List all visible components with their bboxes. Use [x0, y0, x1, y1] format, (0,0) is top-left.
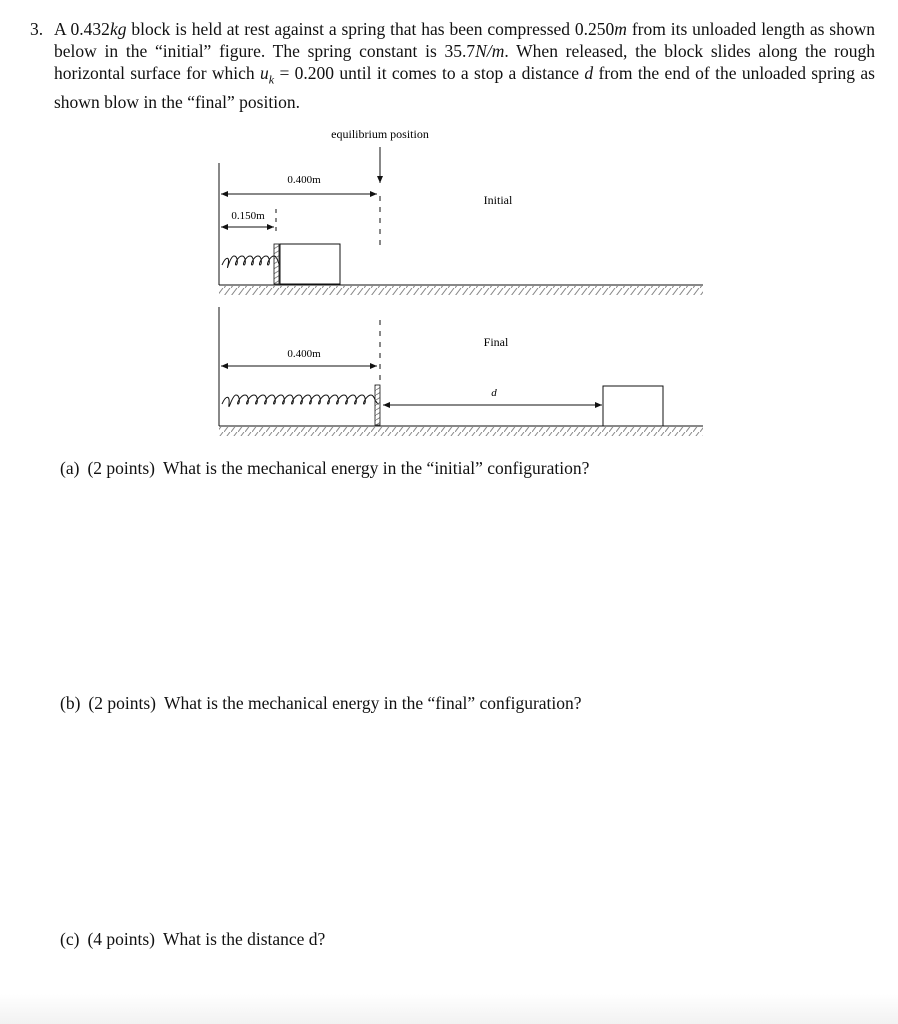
- problem-text: [54, 18, 875, 113]
- question-label: (c): [60, 929, 80, 949]
- compressed-spring: [222, 256, 280, 268]
- question-text: What is the distance d?: [163, 929, 326, 949]
- friction-symbol: u: [260, 63, 269, 83]
- final-block: [603, 386, 663, 426]
- problem-text-part: from the end of the unloaded spring as shown blow in the “final” position.: [54, 63, 875, 112]
- initial-block: [280, 244, 340, 284]
- initial-spring-plate: [274, 244, 279, 284]
- final-floor-hatch: [219, 427, 703, 436]
- page-bottom-edge: [0, 994, 898, 1024]
- problem-statement: [30, 18, 875, 113]
- distance-symbol: d: [584, 63, 594, 83]
- length-unit: m: [614, 19, 627, 39]
- problem-number: 3.: [30, 19, 44, 39]
- problem-text-part: . When released, the block slides along the rough horizontal surface for which: [54, 41, 875, 83]
- compressed-length-label: 0.150m: [231, 210, 265, 222]
- question-b: [60, 692, 582, 714]
- question-label: (a): [60, 458, 80, 478]
- problem-text-part: block is held at rest against a spring that has been compressed 0.250: [126, 19, 615, 39]
- final-length-label: 0.400m: [287, 348, 321, 360]
- final-spring-plate: [375, 385, 380, 425]
- question-c: [60, 928, 325, 950]
- distance-label: d: [491, 387, 497, 399]
- equilibrium-label: equilibrium position: [331, 127, 429, 141]
- initial-label: Initial: [483, 193, 513, 207]
- friction-subscript: k: [268, 72, 275, 87]
- question-text: What is the mechanical energy in the “final” configuration?: [163, 693, 582, 713]
- question-points: (2 points): [87, 458, 156, 478]
- spring-constant-unit: N/m: [475, 41, 505, 61]
- question-points: (4 points): [87, 929, 156, 949]
- question-label: (b): [60, 693, 81, 713]
- problem-text-part: from its unloaded length as shown below in the “initial” figure. The spring constant is 35.7: [54, 19, 875, 61]
- mass-unit: kg: [109, 19, 127, 39]
- question-points: (2 points): [88, 693, 156, 713]
- question-a: [60, 457, 589, 479]
- initial-length-label: 0.400m: [287, 174, 321, 186]
- relaxed-spring: [222, 395, 379, 407]
- final-label: Final: [483, 335, 509, 349]
- question-text: What is the mechanical energy in the “initial” configuration?: [163, 458, 590, 478]
- problem-text-part: A 0.432: [54, 19, 110, 39]
- problem-text-part: = 0.200 until it comes to a stop a distance: [274, 63, 585, 83]
- initial-floor-hatch: [219, 286, 703, 295]
